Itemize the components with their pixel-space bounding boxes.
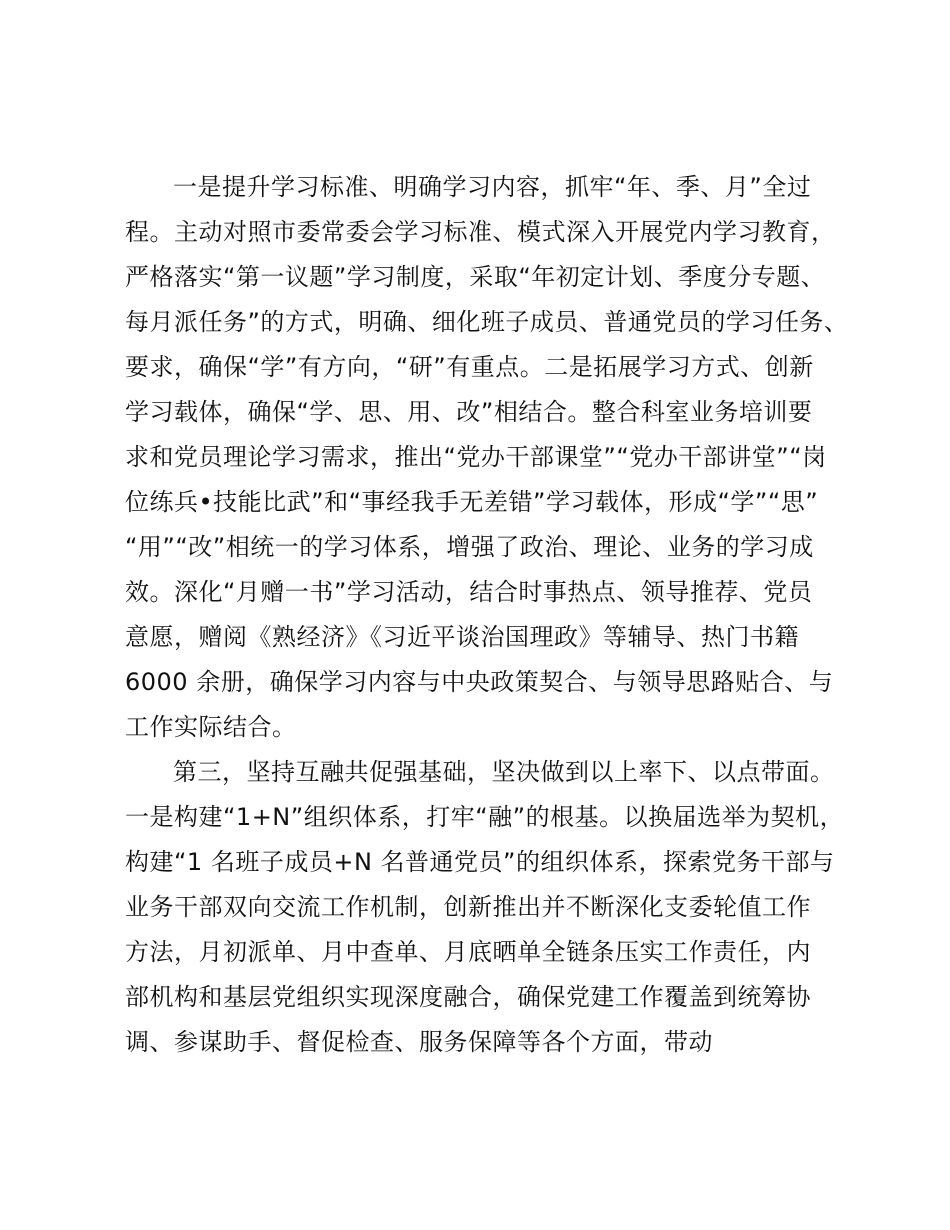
text-line: 构建“1 名班子成员+N 名普通党员”的组织体系，探索党务干部与 [125, 848, 835, 876]
text-line: 工作实际结合。 [125, 713, 297, 741]
text-line: 方法，月初派单、月中查单、月底晒单全链条压实工作责任，内 [125, 938, 811, 966]
text-line: 位练兵•技能比武”和“事经我手无差错”学习载体，形成“学”“思” [125, 488, 819, 516]
text-line: 6000 余册，确保学习内容与中央政策契合、与领导思路贴合、与 [125, 668, 834, 696]
text-line: 每月派任务”的方式，明确、细化班子成员、普通党员的学习任务、 [125, 308, 849, 336]
text-line: 业务干部双向交流工作机制，创新推出并不断深化支委轮值工作 [125, 893, 811, 921]
text-line: 程。主动对照市委常委会学习标准、模式深入开展党内学习教育， [125, 218, 836, 246]
text-line: 求和党员理论学习需求，推出“党办干部课堂”“党办干部讲堂”“岗 [125, 443, 827, 471]
text-line: 要求，确保“学”有方向，“研”有重点。二是拓展学习方式、创新 [125, 353, 814, 381]
text-line: “用”“改”相统一的学习体系，增强了政治、理论、业务的学习成 [125, 533, 814, 561]
text-line: 一是构建“1+N”组织体系，打牢“融”的根基。以换届选举为契机， [125, 803, 845, 831]
text-line: 效。深化“月赠一书”学习活动，结合时事热点、领导推荐、党员 [125, 578, 813, 606]
text-line: 部机构和基层党组织实现深度融合，确保党建工作覆盖到统筹协 [125, 983, 811, 1011]
text-line: 意愿，赠阅《熟经济》《习近平谈治国理政》等辅导、热门书籍 [125, 623, 799, 651]
text-line: 第三，坚持互融共促强基础，坚决做到以上率下、以点带面。 [173, 758, 835, 786]
text-line: 严格落实“第一议题”学习制度，采取“年初定计划、季度分专题、 [125, 263, 826, 291]
text-line: 学习载体，确保“学、思、用、改”相结合。整合科室业务培训要 [125, 398, 813, 426]
text-line: 一是提升学习标准、明确学习内容，抓牢“年、季、月”全过 [173, 173, 812, 201]
text-line: 调、参谋助手、督促检查、服务保障等各个方面，带动 [125, 1028, 713, 1056]
